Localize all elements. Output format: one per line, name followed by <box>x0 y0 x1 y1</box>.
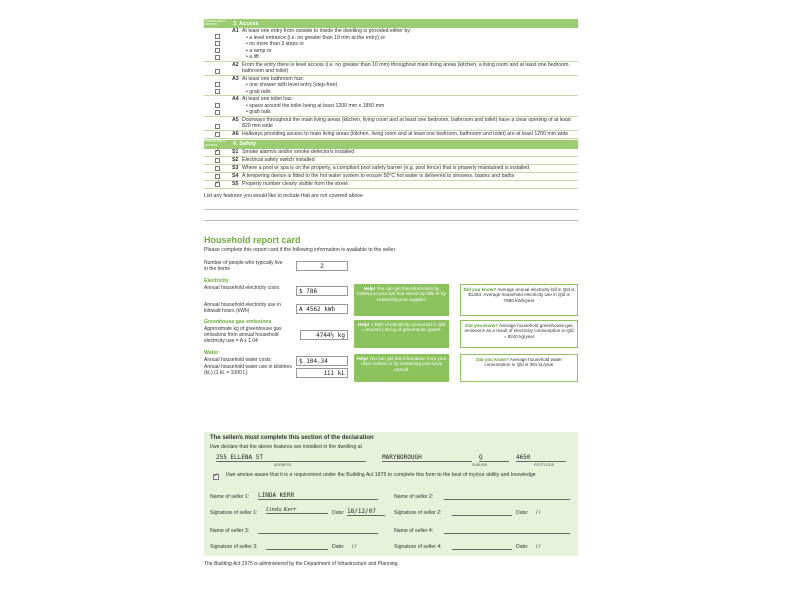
ghg-field[interactable]: 4744½ kg <box>300 330 348 340</box>
item-text: Smoke alarm/s and/or smoke detector/s installed <box>242 148 355 155</box>
item-code: A6 <box>232 130 239 137</box>
report-card-heading: Household report card <box>204 235 301 245</box>
item-text: Where a pool or spa is on the property, a compliant pool safety barrier (e.g. pool fence) that is properly maintained is installed <box>242 164 530 171</box>
safety-items <box>204 149 578 189</box>
suburb-caption: SUBURB <box>472 463 487 467</box>
item-text-block <box>242 28 578 61</box>
suburb-field[interactable]: MARYBOROUGH <box>382 454 472 462</box>
date3-field[interactable]: / / <box>352 544 357 550</box>
answer-line[interactable] <box>204 210 578 221</box>
tick-column-header: Please tick if present <box>205 18 226 27</box>
item-sub-text: • grab rails <box>246 109 271 115</box>
checkbox-group <box>204 149 230 156</box>
tick-checkbox[interactable] <box>215 48 220 53</box>
tick-checkbox[interactable] <box>215 158 220 163</box>
know-head: Did you know? <box>476 356 509 362</box>
item-text-block <box>242 165 578 172</box>
report-card <box>204 256 578 386</box>
item-code: S4 <box>232 172 239 179</box>
checkbox-group <box>204 96 230 116</box>
elec-cost-label: Annual household electricity costs <box>204 284 280 291</box>
answer-line[interactable] <box>204 199 578 210</box>
sig3-label: Signature of seller 3: <box>210 544 258 550</box>
item-text-block <box>242 96 578 116</box>
item-sub-text: • space around the toilet being at least 1200 mm x 1850 mm <box>246 102 385 109</box>
footer-act: The Building Act 1975 <box>204 561 253 567</box>
item-text-block <box>242 62 578 75</box>
tick-checkbox[interactable] <box>215 103 220 108</box>
form-page <box>204 18 578 386</box>
item-code: A1 <box>232 28 239 34</box>
item-code: A3 <box>232 75 239 82</box>
date4-label: Date: <box>516 544 529 550</box>
water-heading: Water <box>204 349 219 356</box>
item-text: Hallways providing access to main living areas (kitchen, living room and at least one bedroom, bathroom and toilet) are at least 1200 mm wide <box>242 130 569 137</box>
name1-label: Name of seller 1: <box>210 494 250 500</box>
item-text-block <box>242 131 578 138</box>
checkbox-group <box>204 28 230 61</box>
sig1-label: Signature of seller 1: <box>210 510 258 516</box>
tick-checkbox[interactable] <box>215 110 220 115</box>
safety-section-title: 4. Safety <box>233 141 257 147</box>
checkbox-group <box>204 76 230 96</box>
item-text-block <box>242 117 578 130</box>
sig4-label: Signature of seller 4: <box>394 544 442 550</box>
date2-label: Date: <box>516 510 529 516</box>
date3-label: Date: <box>332 544 345 550</box>
date1-field[interactable]: 18/12/07 <box>347 508 385 516</box>
sig2-field[interactable] <box>452 510 512 516</box>
access-section-header <box>204 19 578 28</box>
postcode-caption: POSTCODE <box>534 463 555 467</box>
help-text: You can get this information from your rates notices or by contacting your local council. <box>361 355 447 373</box>
safety-item <box>204 173 578 181</box>
tick-checkbox[interactable] <box>215 55 220 60</box>
people-field[interactable]: 2 <box>296 261 348 271</box>
name1-field[interactable]: LINDA KERR <box>258 492 378 500</box>
help-head: Help! <box>356 355 369 361</box>
checkbox-group <box>204 117 230 130</box>
checkbox-group <box>204 173 230 180</box>
item-text-block <box>242 157 578 164</box>
know-text: Average household water consumption in Qld is 391 kL/year <box>484 356 562 368</box>
item-code: A5 <box>232 116 239 123</box>
access-item <box>204 62 578 76</box>
tick-checkbox[interactable] <box>215 166 220 171</box>
know-head: Did you know? <box>465 322 498 328</box>
item-sub-text: • a level entrance (i.e. no greater than 10 mm at the entry) or <box>246 34 386 41</box>
safety-item <box>204 165 578 173</box>
help-text: 1 kWh of electricity consumed in Qld = around 1.04 kg of greenhouse gases. <box>361 321 446 333</box>
checkbox-group <box>204 62 230 75</box>
item-text: A tempering device is fitted to the hot water system to ensure 50°C hot water is delivered to showers, basins and baths <box>242 172 515 179</box>
item-text: From the entry there is level access (i.e. no greater than 10 mm) throughout main living areas (kitchen, a living room and at least one bedroom, bathroom and toilet) <box>242 61 570 74</box>
item-code: S1 <box>232 148 239 155</box>
help-head: Help! <box>357 321 370 327</box>
know-head: Did you know? <box>463 286 497 292</box>
water-cost-label: Annual household water costs <box>204 356 271 363</box>
declaration-section <box>204 432 578 556</box>
tick-checkbox[interactable] <box>215 182 220 187</box>
electricity-heading: Electricity <box>204 277 229 284</box>
item-text: Property number clearly visible from the street <box>242 180 348 187</box>
name3-label: Name of seller 3: <box>210 528 250 534</box>
state-field[interactable]: Q <box>479 454 509 462</box>
item-text-block <box>242 149 578 156</box>
item-code: S2 <box>232 156 239 163</box>
item-text: At least one bathroom has: <box>242 75 304 82</box>
date4-field[interactable]: / / <box>536 544 541 550</box>
water-use-field[interactable]: 111 kL <box>296 368 348 378</box>
item-text-block <box>242 76 578 96</box>
item-code: S5 <box>232 180 239 187</box>
know-electricity <box>460 284 578 316</box>
help-text: You can get this information by looking at your last four electricity bills or by contacting your supplier. <box>357 285 446 303</box>
sig2-label: Signature of seller 2: <box>394 510 442 516</box>
item-sub-text: • no more than 3 steps or <box>246 41 305 47</box>
checkbox-group <box>204 131 230 138</box>
elec-cost-field[interactable]: $ 786 <box>296 286 348 296</box>
name3-field[interactable] <box>258 528 378 534</box>
footer-note <box>204 561 399 567</box>
tick-checkbox[interactable] <box>215 132 220 137</box>
item-code: A4 <box>232 96 239 102</box>
tick-checkbox[interactable] <box>215 89 220 94</box>
know-text: Average annual electricity bill in Qld is $1283. Average household electricity use in Qld is 7880 kWh/year <box>468 286 575 304</box>
list-features-question: List any features you would like to include that are not covered above <box>204 192 363 199</box>
tick-checkbox[interactable] <box>215 69 220 74</box>
ghg-heading: Greenhouse gas emissions <box>204 318 272 325</box>
name2-field[interactable] <box>444 494 570 500</box>
item-text: Electrical safety switch installed <box>242 156 315 163</box>
item-sub-text: • grab rails <box>246 88 271 95</box>
sig4-field[interactable] <box>452 544 512 550</box>
item-code: S3 <box>232 164 239 171</box>
postcode-field[interactable]: 4650 <box>516 454 566 462</box>
help-electricity <box>354 284 449 316</box>
safety-section-header <box>204 140 578 149</box>
tick-checkbox[interactable] <box>215 150 220 155</box>
item-sub-text: • a lift <box>246 54 259 60</box>
name2-label: Name of seller 2: <box>394 494 434 500</box>
elec-use-label: Annual household electricity use in kilowatt hours (kWh) <box>204 301 281 314</box>
date2-field[interactable]: / / <box>536 510 541 516</box>
item-sub-text: • a ramp or <box>246 47 272 54</box>
know-water <box>460 354 578 382</box>
item-text-block <box>242 173 578 180</box>
tick-checkbox[interactable] <box>215 174 220 179</box>
item-text: At least one toilet has: <box>242 96 294 102</box>
know-ghg <box>460 320 578 348</box>
name4-label: Name of seller 4: <box>394 528 434 534</box>
checkbox-group <box>204 165 230 172</box>
tick-column-header: Please tick if present <box>205 139 226 147</box>
safety-item <box>204 181 578 189</box>
sig3-field[interactable] <box>266 544 328 550</box>
people-label: Number of people who typically live in the home <box>204 259 283 272</box>
checkbox-group <box>204 181 230 188</box>
checkbox-group <box>204 157 230 164</box>
tick-checkbox[interactable] <box>215 41 220 46</box>
report-card-intro: Please complete this report card if the following information is available to the seller. <box>204 247 397 254</box>
sig1-field[interactable]: Linda Kerr <box>266 507 328 514</box>
access-item <box>204 28 578 62</box>
safety-item <box>204 157 578 165</box>
item-sub-text: • one shower with level entry (step-free) <box>246 82 338 88</box>
help-water <box>354 354 449 382</box>
item-text: Doorways throughout the main living areas (kitchen, living room and at least one bedroom, bathroom and toilet) have a clear opening of at least 820 mm wide <box>242 116 571 129</box>
address-field[interactable]: 255 ELLENA ST <box>216 454 366 462</box>
name4-field[interactable] <box>444 528 570 534</box>
tick-checkbox[interactable] <box>215 124 220 129</box>
aware-checkbox[interactable] <box>213 474 219 480</box>
elec-use-field[interactable]: A 4562 kWh <box>296 304 348 314</box>
tick-checkbox[interactable] <box>215 34 220 39</box>
help-ghg <box>354 320 449 348</box>
access-section-title: 3. Access <box>233 20 259 27</box>
footer-rest: is administered by the Department of Infrastructure and Planning. <box>252 561 399 567</box>
access-items <box>204 28 578 139</box>
address-caption: ADDRESS <box>274 463 292 467</box>
date1-label: Date: <box>332 510 345 516</box>
declaration-line: I/we declare that the above features are installed in the dwelling at <box>210 444 362 450</box>
access-item <box>204 131 578 139</box>
help-head: Help! <box>363 285 376 291</box>
tick-checkbox[interactable] <box>215 82 220 87</box>
item-text-block <box>242 181 578 188</box>
water-use-label: Annual household water use in kilolitres (kL) (1 kL = 1000 L) <box>204 363 292 376</box>
access-item <box>204 76 578 97</box>
declaration-title: The seller/s must complete this section of the declaration <box>210 435 374 441</box>
access-item <box>204 117 578 131</box>
access-item <box>204 96 578 117</box>
item-text: At least one entry from outside to inside the dwelling is provided either by: <box>242 28 412 34</box>
aware-text: I/we am/are aware that it is a requirement under the Building Act 1975 to complete this form to the best of my/our ability and knowledge <box>226 472 536 478</box>
know-text: Average household greenhouse gas emissions as a result of electricity consumption in Qld = 8240 kg/year <box>464 322 574 340</box>
ghg-label: Approximate kg of greenhouse gas emissions from annual household electricity use = A x 1.04 <box>204 325 282 344</box>
water-cost-field[interactable]: $ 104.34 <box>296 356 348 366</box>
safety-item <box>204 149 578 157</box>
item-code: A2 <box>232 61 239 68</box>
